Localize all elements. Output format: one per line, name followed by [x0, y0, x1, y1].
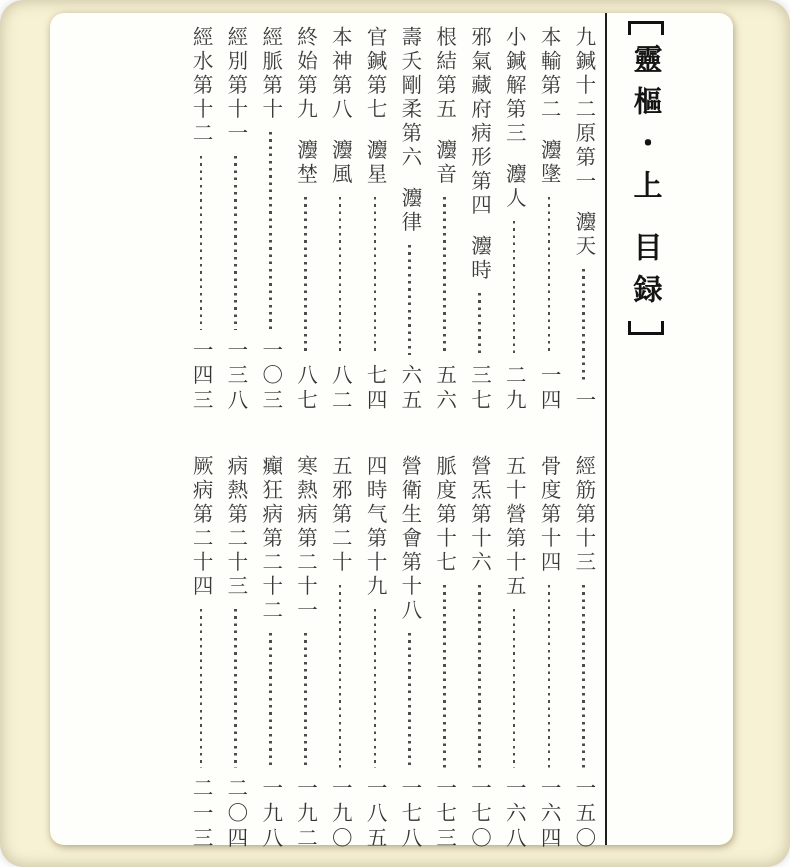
chapter-method-label: 灋天: [571, 211, 596, 259]
page-number: 一七〇: [467, 777, 492, 852]
chapter-title: 病熱第二十三: [223, 455, 248, 599]
chapter-title: 五邪第二十: [328, 455, 353, 575]
chapter-title: 營炁第十六: [467, 455, 492, 575]
toc-entry: [566, 455, 601, 852]
page-number: 一三八: [223, 339, 248, 414]
toc-entry: [357, 455, 392, 852]
toc-entry: [323, 26, 358, 414]
page-number: 三七: [467, 364, 492, 414]
chapter-method-label: 灋星: [363, 139, 388, 187]
toc-entry: [566, 26, 601, 414]
dot-leader: [269, 132, 272, 330]
chapter-method-label: 灋音: [432, 139, 457, 187]
page-number: 一五〇: [571, 777, 596, 852]
chapter-title: 小鍼解第三: [502, 26, 527, 146]
toc-entry: [183, 26, 218, 414]
chapter-title: 寒熱病第二十一: [293, 455, 318, 623]
dot-leader: [408, 245, 411, 355]
page-number: 一〇三: [258, 339, 283, 414]
chapter-title: 厥病第二十四: [189, 455, 214, 599]
toc-entry: [497, 455, 532, 852]
page-number: 一九二: [293, 777, 318, 852]
toc-entry: [462, 455, 497, 852]
chapter-title: 脈度第十七: [432, 455, 457, 575]
book-page: [50, 13, 733, 852]
dot-leader: [513, 609, 516, 768]
page-number: 一七三: [432, 777, 457, 852]
page-number: 一六八: [502, 777, 527, 852]
chapter-title: 本輸第二: [537, 26, 562, 122]
dot-leader: [200, 156, 203, 330]
toc-entry: [218, 26, 253, 414]
toc-entry: [357, 26, 392, 414]
page-number: 五六: [432, 364, 457, 414]
page-number: 八二: [328, 364, 353, 414]
dot-leader: [443, 197, 446, 355]
title-sub: 目録: [629, 232, 664, 316]
title-main: 靈樞・上: [629, 44, 664, 212]
page-number: 七四: [363, 364, 388, 414]
toc-entry: [253, 26, 288, 414]
dot-leader: [443, 585, 446, 768]
chapter-method-label: 灋時: [467, 235, 492, 283]
chapter-title: 官鍼第七: [363, 26, 388, 122]
chapter-method-label: 灋埜: [293, 139, 318, 187]
dot-leader: [478, 585, 481, 768]
toc-entry: [392, 455, 427, 852]
toc-entry: [392, 26, 427, 414]
toc-group-chapters-13-24: [181, 455, 601, 852]
dot-leader: [408, 633, 411, 768]
toc-contents: [181, 13, 601, 852]
toc-entry: [288, 455, 323, 852]
chapter-title: 經別第十一: [223, 26, 248, 146]
toc-entry: [462, 26, 497, 414]
dot-leader: [513, 221, 516, 355]
page-number: 六五: [397, 364, 422, 414]
chapter-title: 五十營第十五: [502, 455, 527, 599]
toc-entry: [183, 455, 218, 852]
page-number: 二〇四: [223, 777, 248, 852]
dot-leader: [200, 609, 203, 768]
chapter-method-label: 灋墬: [537, 139, 562, 187]
page-number: 一六四: [537, 777, 562, 852]
dot-leader: [478, 293, 481, 355]
toc-entry: [218, 455, 253, 852]
dot-leader: [548, 585, 551, 768]
toc-entry: [323, 455, 358, 852]
dot-leader: [582, 269, 585, 380]
page-number: 二一三: [189, 777, 214, 852]
chapter-title: 經筋第十三: [571, 455, 596, 575]
chapter-title: 壽夭剛柔第六: [397, 26, 422, 170]
chapter-method-label: 灋人: [502, 163, 527, 211]
dot-leader: [304, 197, 307, 355]
dot-leader: [234, 609, 237, 768]
toc-entry: [253, 455, 288, 852]
title-divider-line: [605, 13, 607, 845]
toc-entry: [531, 26, 566, 414]
chapter-title: 終始第九: [293, 26, 318, 122]
toc-entry: [531, 455, 566, 852]
page-title: [609, 21, 683, 351]
chapter-title: 經脈第十: [258, 26, 283, 122]
dot-leader: [339, 585, 342, 768]
dot-leader: [304, 633, 307, 768]
toc-entry: [497, 26, 532, 414]
page-number: 一: [571, 389, 596, 414]
chapter-title: 營衛生會第十八: [397, 455, 422, 623]
dot-leader: [339, 197, 342, 355]
dot-leader: [374, 609, 377, 768]
toc-entry: [427, 455, 462, 852]
chapter-title: 九鍼十二原第一: [571, 26, 596, 194]
page-number: 一四: [537, 364, 562, 414]
bracket-open-icon: [628, 21, 664, 35]
bracket-close-icon: [628, 321, 664, 335]
page-number: 一九八: [258, 777, 283, 852]
toc-group-chapters-1-12: [181, 26, 601, 414]
toc-entry: [288, 26, 323, 414]
dot-leader: [548, 197, 551, 355]
chapter-method-label: 灋風: [328, 139, 353, 187]
chapter-title: 經水第十二: [189, 26, 214, 146]
page-number: 二九: [502, 364, 527, 414]
chapter-title: 癲狂病第二十二: [258, 455, 283, 623]
page-number: 一四三: [189, 339, 214, 414]
dot-leader: [269, 633, 272, 768]
chapter-title: 邪氣藏府病形第四: [467, 26, 492, 218]
dot-leader: [234, 156, 237, 330]
dot-leader: [582, 585, 585, 768]
chapter-title: 骨度第十四: [537, 455, 562, 575]
chapter-title: 本神第八: [328, 26, 353, 122]
page-number: 一八五: [363, 777, 388, 852]
chapter-title: 根結第五: [432, 26, 457, 122]
page-number: 八七: [293, 364, 318, 414]
dot-leader: [374, 197, 377, 355]
page-number: 一七八: [397, 777, 422, 852]
page-number: 一九〇: [328, 777, 353, 852]
chapter-method-label: 灋律: [397, 187, 422, 235]
chapter-title: 四時气第十九: [363, 455, 388, 599]
toc-entry: [427, 26, 462, 414]
